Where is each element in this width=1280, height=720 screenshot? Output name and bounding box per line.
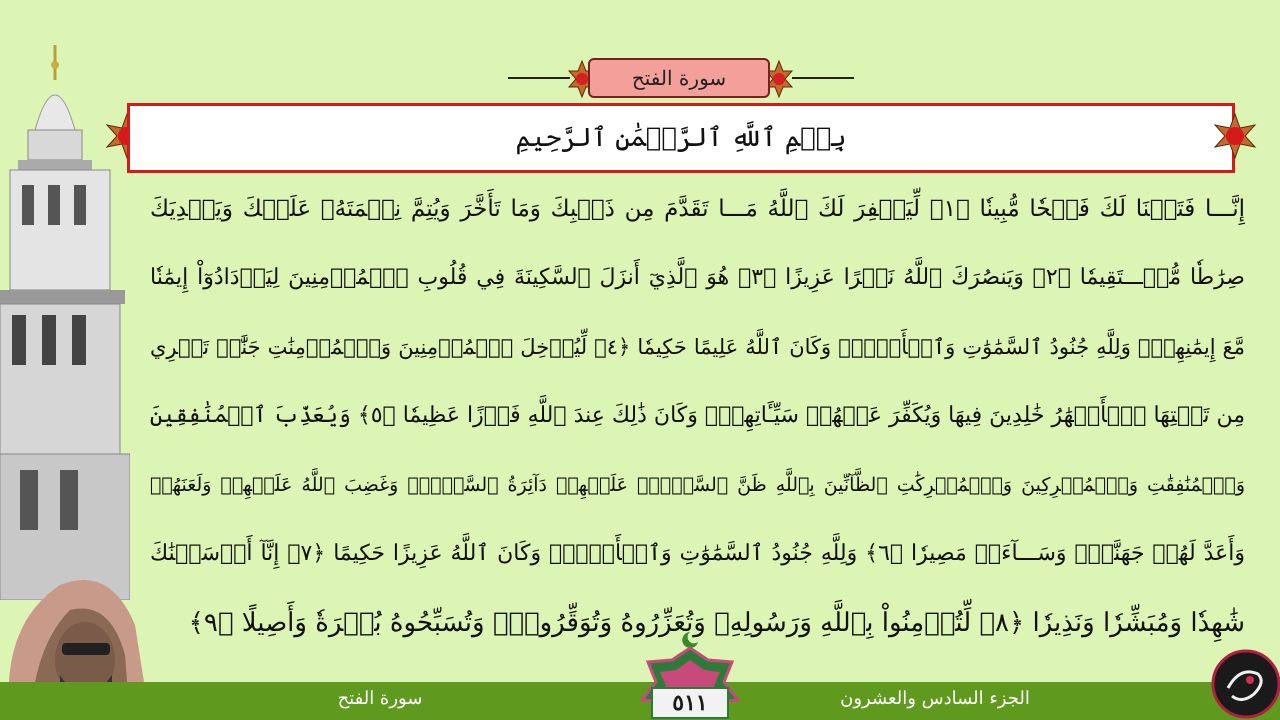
title-rule-left	[508, 77, 570, 79]
verse-line: إِنَّـــا فَتَحۡنَا لَكَ فَتۡحٗا مُّبِينٗا ﴿١﴾ لِّيَغۡفِرَ لَكَ ٱللَّهُ مَـــا تَقَدَّمَ مِن ذَنۢبِكَ وَمَا تَأَخَّرَ وَيُتِمَّ نِعۡمَتَهُۥ عَلَيۡكَ وَيَهۡدِيَكَ	[150, 196, 1245, 222]
footer-surah-name: سورة الفتح	[337, 688, 423, 709]
basmala-banner	[127, 103, 1235, 173]
page-number: ٥١١	[672, 690, 708, 716]
basmala-text: بِسۡمِ ٱللَّهِ ٱلرَّحۡمَٰنِ ٱلرَّحِيمِ	[515, 123, 847, 153]
surah-title: سورة الفتح	[588, 58, 770, 98]
verse-line: شَٰهِدٗا وَمُبَشِّرٗا وَنَذِيرٗا ﴿٨﴾ لِّتُؤۡمِنُواْ بِٱللَّهِ وَرَسُولِهِۦ وَتُعَزِّرُوهُ وَتُوَقِّرُوهُۚ وَتُسَبِّحُوهُ بُكۡرَةٗ وَأَصِيلًا ﴿٩﴾	[188, 608, 1245, 638]
title-rule-right	[792, 77, 854, 79]
ornament-icon	[1212, 113, 1258, 159]
channel-logo	[1210, 648, 1280, 720]
verse-line: مَّعَ إِيمَٰنِهِمۡۗ وَلِلَّهِ جُنُودُ ٱلسَّمَٰوَٰتِ وَٱلۡأَرۡضِۚ وَكَانَ ٱللَّهُ عَلِيمًا حَكِيمٗا ﴿٤﴾ لِّيُدۡخِلَ ٱلۡمُؤۡمِنِينَ وَٱلۡمُؤۡمِنَٰتِ جَنَّٰتٖ تَجۡرِي	[150, 335, 1245, 359]
footer-juz-name: الجزء السادس والعشرون	[840, 688, 1030, 709]
verses-text	[150, 182, 1245, 665]
verse-line: وَأَعَدَّ لَهُمۡ جَهَنَّمَۖ وَسَـــآءَتۡ مَصِيرٗا ﴿٦﴾ وَلِلَّهِ جُنُودُ ٱلسَّمَٰوَٰتِ وَٱلۡأَرۡضِۚ وَكَانَ ٱللَّهُ عَزِيزًا حَكِيمًا ﴿٧﴾ إِنَّآ أَرۡسَلۡنَٰكَ	[150, 541, 1245, 566]
verse-line: صِرَٰطٗا مُّسۡـــتَقِيمٗا ﴿٢﴾ وَيَنصُرَكَ ٱللَّهُ نَصۡرًا عَزِيزًا ﴿٣﴾ هُوَ ٱلَّذِيٓ أَنزَلَ ٱلسَّكِينَةَ فِي قُلُوبِ ٱلۡمُؤۡمِنِينَ لِيَزۡدَادُوٓاْ إِيمَٰنٗا	[150, 265, 1245, 290]
verse-line: مِن تَحۡتِهَا ٱلۡأَنۡهَٰرُ خَٰلِدِينَ فِيهَا وَيُكَفِّرَ عَنۡهُمۡ سَيِّـَٔاتِهِمۡۚ وَكَانَ ذَٰلِكَ عِندَ ٱللَّهِ فَوۡزًا عَظِيمٗا ﴿٥﴾ وَيُعَذِّبَ ٱلۡمُنَٰفِقِينَ	[149, 403, 1245, 428]
verse-line: وَٱلۡمُنَٰفِقَٰتِ وَٱلۡمُشۡرِكِينَ وَٱلۡمُشۡرِكَٰتِ ٱلظَّآنِّينَ بِٱللَّهِ ظَنَّ ٱلسَّوۡءِۚ عَلَيۡهِمۡ دَآئِرَةُ ٱلسَّوۡءِۖ وَغَضِبَ ٱللَّهُ عَلَيۡهِمۡ وَلَعَنَهُمۡ	[150, 474, 1245, 496]
